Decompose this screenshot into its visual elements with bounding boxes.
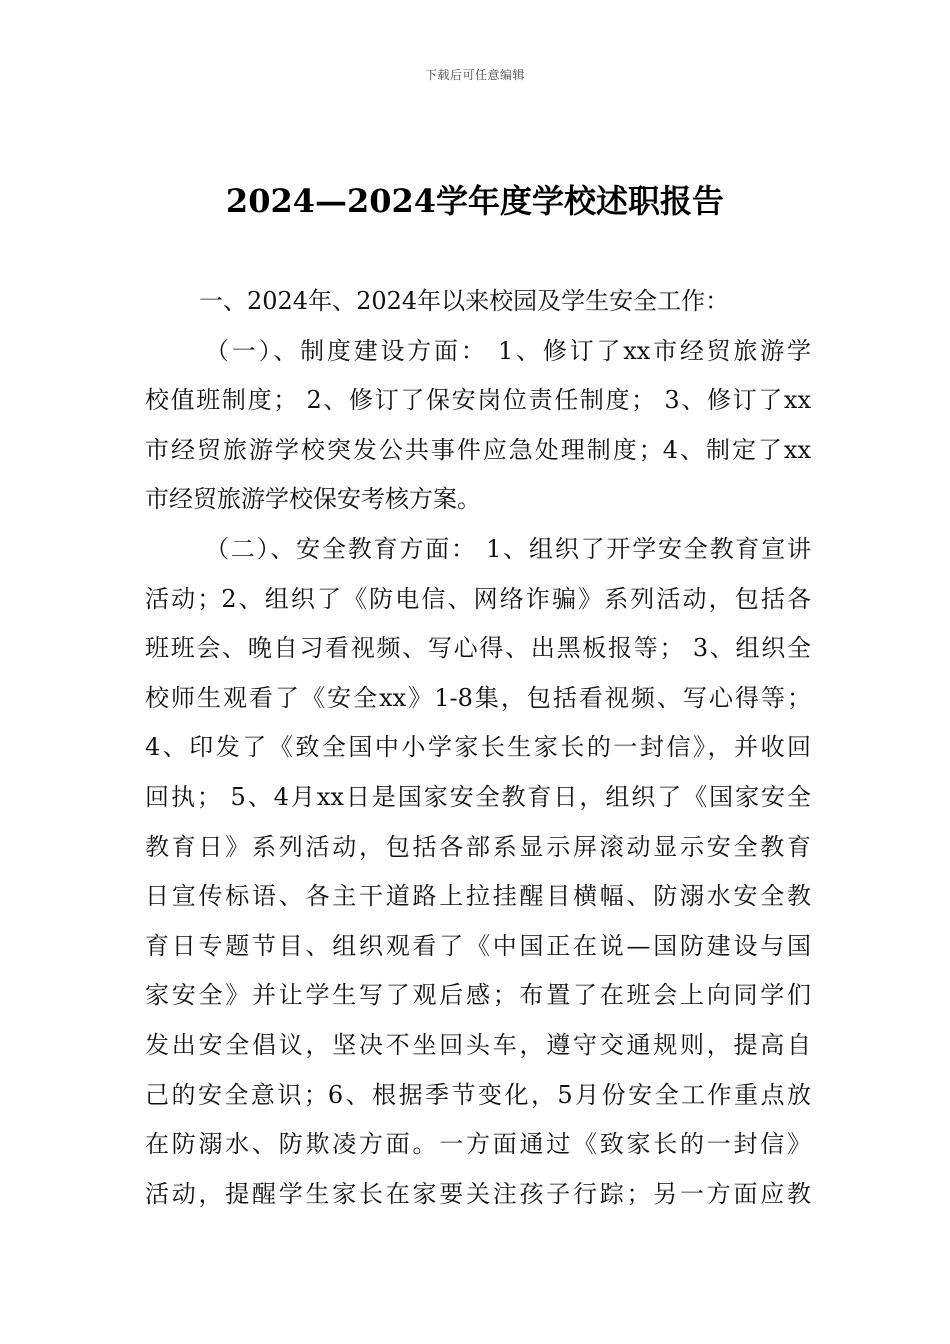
body-line: 市经贸旅游学校保安考核方案。	[145, 485, 481, 514]
body-line: 教育日》系列活动，包括各部系显示屏滚动显示安全教育	[145, 832, 811, 861]
body-line: 回执； 5、4月xx日是国家安全教育日，组织了《国家安全	[145, 782, 811, 811]
body-line: 育日专题节目、组织观看了《中国正在说—国防建设与国	[145, 931, 811, 960]
body-line: 日宣传标语、各主干道路上拉挂醒目横幅、防溺水安全教	[145, 882, 811, 911]
body-line: 发出安全倡议，坚决不坐回头车，遵守交通规则，提高自	[145, 1030, 811, 1059]
body-line: 市经贸旅游学校突发公共事件应急处理制度；4、制定了xx	[145, 435, 811, 464]
body-line: （二）、安全教育方面： 1、组织了开学安全教育宣讲	[205, 534, 811, 563]
body-line: 校值班制度； 2、修订了保安岗位责任制度； 3、修订了xx	[145, 386, 811, 415]
body-line: 班班会、晚自习看视频、写心得、出黑板报等； 3、组织全	[145, 634, 811, 663]
body-line: 4、印发了《致全国中小学家长生家长的一封信》，并收回	[145, 733, 811, 762]
body-line: （一）、制度建设方面： 1、修订了xx市经贸旅游学	[205, 336, 811, 365]
body-line: 活动；2、组织了《防电信、网络诈骗》系列活动，包括各	[145, 584, 811, 613]
body-line: 在防溺水、防欺凌方面。一方面通过《致家长的一封信》	[145, 1130, 811, 1159]
body-line: 家安全》并让学生写了观后感；布置了在班会上向同学们	[145, 981, 811, 1010]
document-title: 2024—2024学年度学校述职报告	[225, 182, 725, 220]
body-line: 一、2024年、2024年以来校园及学生安全工作：	[199, 287, 730, 315]
document-body	[145, 277, 811, 1219]
body-line: 活动，提醒学生家长在家要关注孩子行踪；另一方面应教	[145, 1179, 811, 1208]
body-line: 校师生观看了《安全xx》1-8集，包括看视频、写心得等；	[145, 683, 811, 712]
body-line: 己的安全意识；6、根据季节变化，5月份安全工作重点放	[145, 1080, 811, 1109]
header-note: 下载后可任意编辑	[424, 68, 525, 82]
